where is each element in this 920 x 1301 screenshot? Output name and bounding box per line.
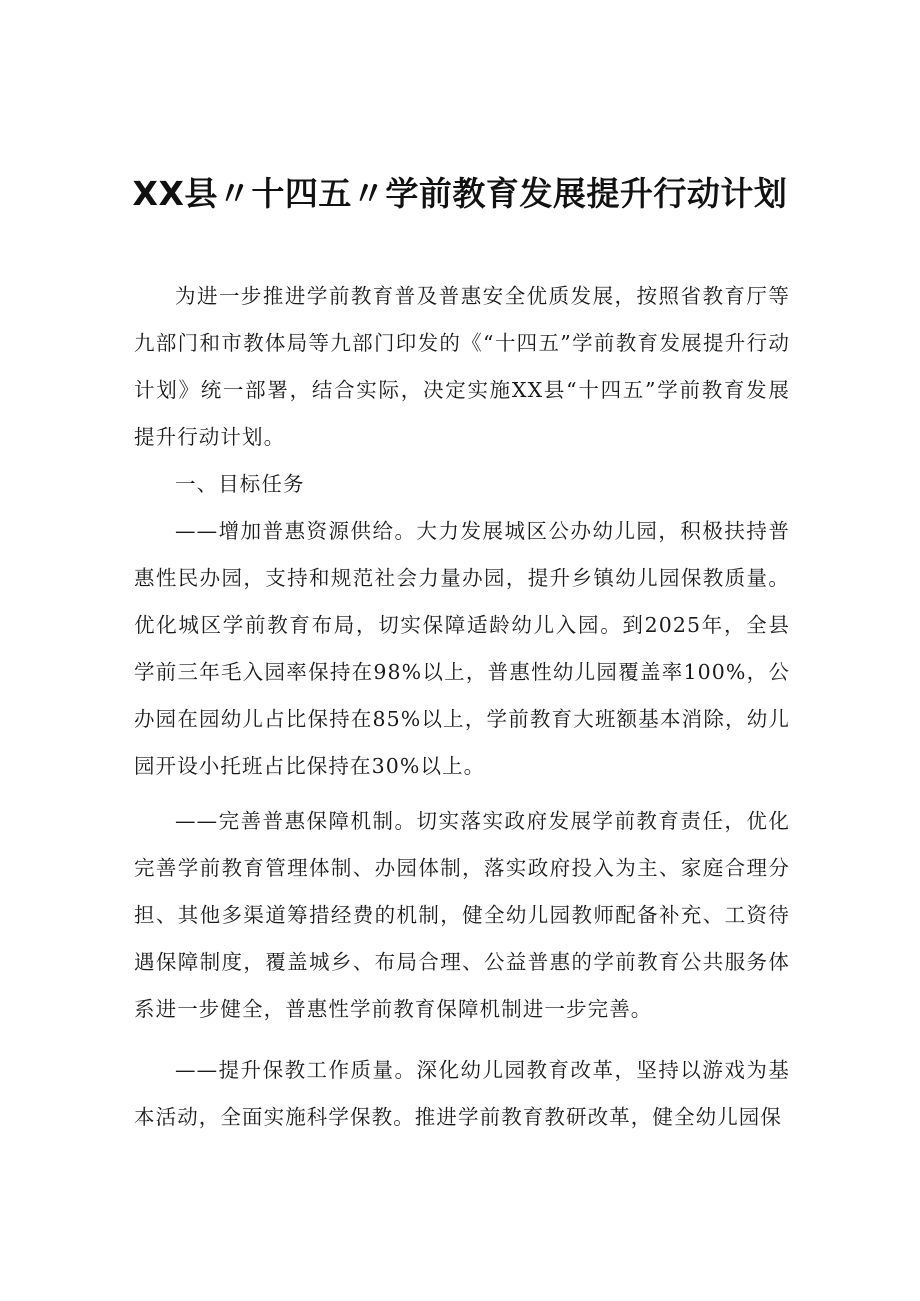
- document-body: [134, 273, 790, 1141]
- task-paragraph-quality: ——提升保教工作质量。深化幼儿园教育改革，坚持以游戏为基本活动，全面实施科学保教。推进学前教育教研改革，健全幼儿园保: [134, 1058, 790, 1129]
- document-title: XX县〃十四五〃学前教育发展提升行动计划: [132, 174, 788, 213]
- task-paragraph-resources: ——增加普惠资源供给。大力发展城区公办幼儿园，积极扶持普惠性民办园，支持和规范社会力量办园，提升乡镇幼儿园保教质量。优化城区学前教育布局，切实保障适龄幼儿入园。到2025年，全县学前三年毛入园率保持在98%以上，普惠性幼儿园覆盖率100%，公办园在园幼儿占比保持在85%以上，学前教育大班额基本消除，幼儿园开设小托班占比保持在30%以上。: [134, 519, 790, 778]
- intro-paragraph: 为进一步推进学前教育普及普惠安全优质发展，按照省教育厅等九部门和市教体局等九部门印发的《“十四五”学前教育发展提升行动计划》统一部署，结合实际，决定实施XX县“十四五”学前教育发展提升行动计划。: [134, 284, 790, 449]
- task-paragraph-mechanism: ——完善普惠保障机制。切实落实政府发展学前教育责任，优化完善学前教育管理体制、办园体制，落实政府投入为主、家庭合理分担、其他多渠道筹措经费的机制，健全幼儿园教师配备补充、工资待遇保障制度，覆盖城乡、布局合理、公益普惠的学前教育公共服务体系进一步健全，普惠性学前教育保障机制进一步完善。: [134, 809, 790, 1021]
- section-heading-goals: 一、目标任务: [175, 472, 305, 496]
